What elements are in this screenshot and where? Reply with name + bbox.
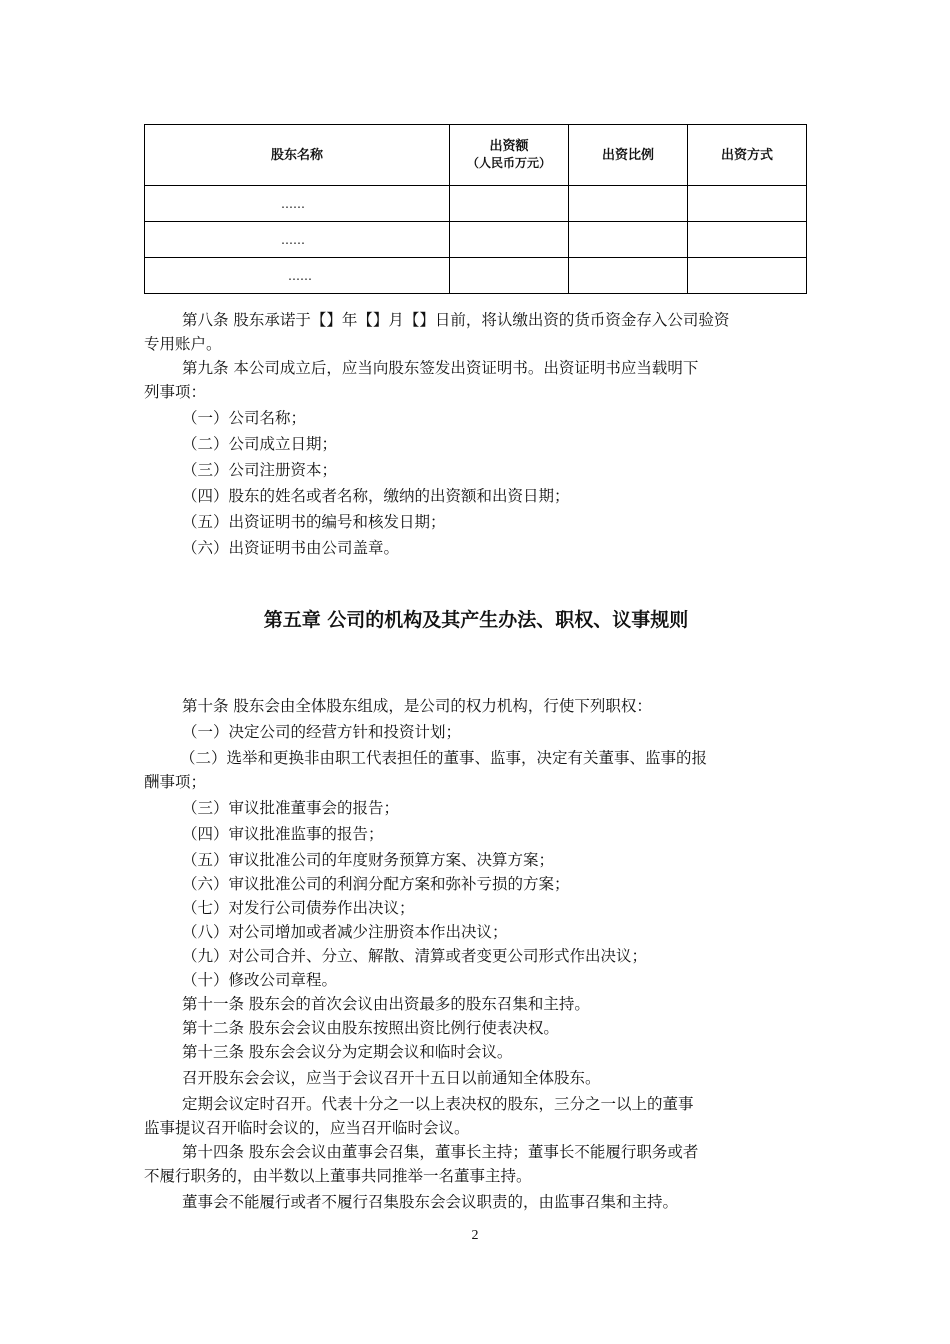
article-9-line-2: 列事项： (144, 383, 207, 401)
table-cell-name: …… (145, 222, 450, 258)
article-10-item: （十）修改公司章程。 (182, 971, 338, 989)
table-cell (688, 258, 807, 294)
article-9-item: （一）公司名称； (182, 409, 307, 427)
article-10-item: （一）决定公司的经营方针和投资计划； (182, 723, 462, 741)
article-10: 第十条 股东会由全体股东组成，是公司的权力机构，行使下列职权： (182, 697, 652, 715)
table-row (145, 186, 807, 222)
article-10-item: （九）对公司合并、分立、解散、清算或者变更公司形式作出决议； (182, 947, 648, 965)
header-amount-label: 出资额 (489, 139, 529, 154)
table-cell (569, 258, 688, 294)
article-13: 第十三条 股东会会议分为定期会议和临时会议。 (182, 1043, 513, 1061)
article-8-line-1: 第八条 股东承诺于【】年【】月【】日前，将认缴出资的货币资金存入公司验资 (182, 311, 730, 329)
header-contribution-amount (450, 125, 569, 186)
header-contribution-ratio: 出资比例 (569, 125, 688, 186)
table-cell (450, 258, 569, 294)
article-10-item: （四）审议批准监事的报告； (182, 825, 384, 843)
table-cell-name: …… (145, 258, 450, 294)
regular-meeting-line-2: 监事提议召开临时会议的，应当召开临时会议。 (144, 1119, 470, 1137)
article-9-item: （三）公司注册资本； (182, 461, 338, 479)
table-cell (450, 222, 569, 258)
table-cell-name: …… (145, 186, 450, 222)
article-10-item: （六）审议批准公司的利润分配方案和弥补亏损的方案； (182, 875, 570, 893)
article-10-item: （七）对发行公司债券作出决议； (182, 899, 415, 917)
article-9-item: （四）股东的姓名或者名称，缴纳的出资额和出资日期； (182, 487, 570, 505)
header-amount-unit: （人民币万元） (466, 156, 551, 170)
article-8-line-2: 专用账户。 (144, 335, 222, 353)
article-9-item: （二）公司成立日期； (182, 435, 338, 453)
header-contribution-method: 出资方式 (688, 125, 807, 186)
table-cell (688, 186, 807, 222)
article-9-item: （五）出资证明书的编号和核发日期； (182, 513, 446, 531)
table-cell (450, 186, 569, 222)
article-10-item: （五）审议批准公司的年度财务预算方案、决算方案； (182, 851, 555, 869)
article-10-item: （八）对公司增加或者减少注册资本作出决议； (182, 923, 508, 941)
table-cell (688, 222, 807, 258)
table-cell (569, 186, 688, 222)
page-number: 2 (471, 1228, 479, 1243)
article-10-item-2-line-2: 酬事项； (144, 773, 207, 791)
table-header-row (145, 125, 807, 186)
chapter-title: 第五章 公司的机构及其产生办法、职权、议事规则 (263, 609, 689, 631)
article-14-line-2: 不履行职务的，由半数以上董事共同推举一名董事主持。 (144, 1167, 532, 1185)
table-cell (569, 222, 688, 258)
article-10-item-2-line-1: （二）选举和更换非由职工代表担任的董事、监事，决定有关董事、监事的报 (180, 749, 708, 767)
table-row (145, 258, 807, 294)
shareholder-contribution-table (144, 124, 807, 294)
article-14-line-1: 第十四条 股东会会议由董事会召集，董事长主持；董事长不能履行职务或者 (182, 1143, 699, 1161)
article-9-line-1: 第九条 本公司成立后，应当向股东签发出资证明书。出资证明书应当载明下 (182, 359, 699, 377)
board-failure-clause: 董事会不能履行或者不履行召集股东会会议职责的，由监事召集和主持。 (182, 1193, 679, 1211)
article-12: 第十二条 股东会会议由股东按照出资比例行使表决权。 (182, 1019, 559, 1037)
header-shareholder-name: 股东名称 (145, 125, 450, 186)
regular-meeting-line-1: 定期会议定时召开。代表十分之一以上表决权的股东，三分之一以上的董事 (182, 1095, 694, 1113)
article-9-item: （六）出资证明书由公司盖章。 (182, 539, 400, 557)
article-11: 第十一条 股东会的首次会议由出资最多的股东召集和主持。 (182, 995, 590, 1013)
article-10-item: （三）审议批准董事会的报告； (182, 799, 400, 817)
table-row (145, 222, 807, 258)
meeting-notice: 召开股东会会议，应当于会议召开十五日以前通知全体股东。 (182, 1069, 601, 1087)
